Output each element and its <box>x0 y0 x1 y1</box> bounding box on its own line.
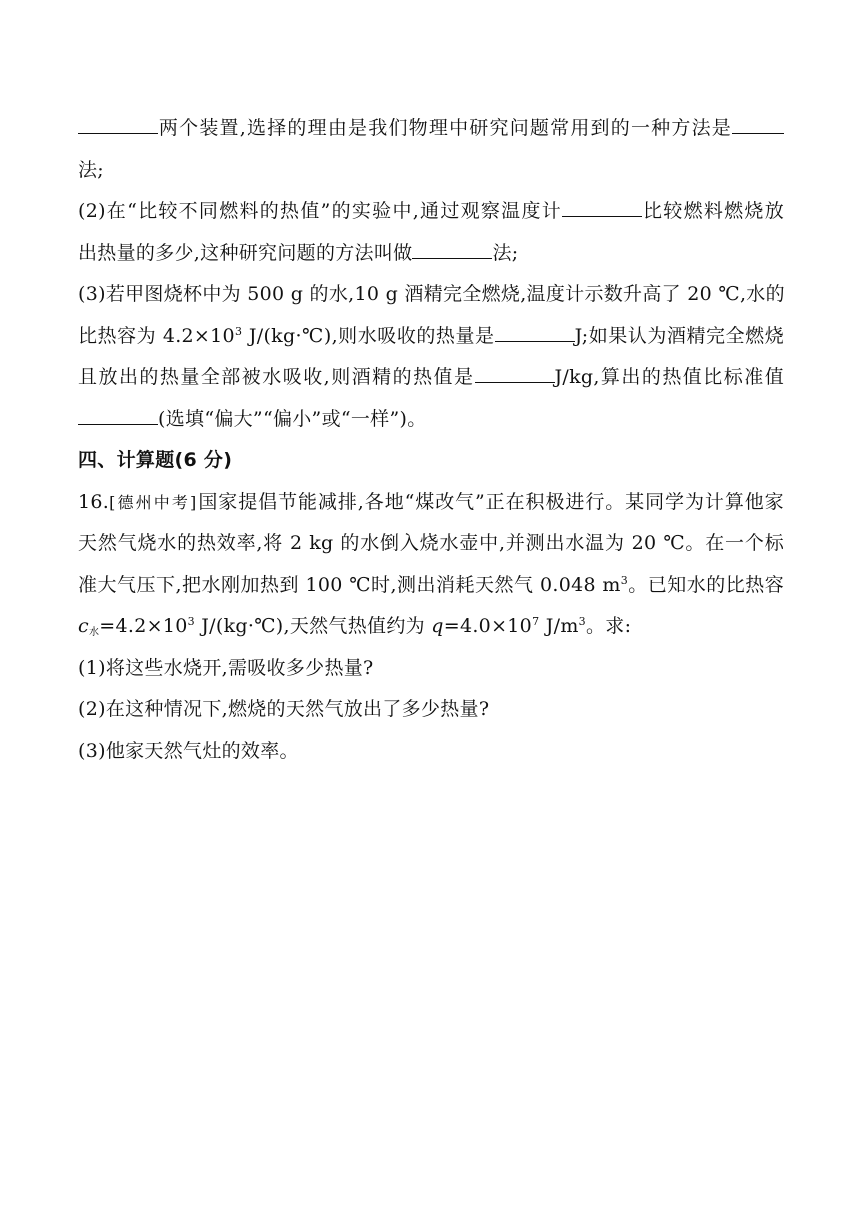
q15-text: J;如果认为酒精完全燃烧 <box>574 324 785 347</box>
worksheet-page <box>78 108 784 772</box>
answer-blank[interactable] <box>475 364 555 383</box>
section-heading: 四、计算题(6 分) <box>78 449 233 471</box>
q15-text: 出热量的多少,这种研究问题的方法叫做 <box>78 241 413 264</box>
q15-text: 法; <box>492 241 519 264</box>
exponent: 3 <box>234 324 243 338</box>
q15-text: 比热容为 4.2×10 <box>78 324 235 347</box>
exponent: 3 <box>620 573 629 587</box>
q15-text: J/(kg·℃),则水吸收的热量是 <box>242 324 495 347</box>
q15-text: 比较燃料燃烧放 <box>642 200 785 222</box>
q15-part3-line-3 <box>78 357 784 399</box>
answer-blank[interactable] <box>412 240 492 259</box>
q16-text: 国家提倡节能减排,各地“煤改气”正在积极进行。某同学为计算他家 <box>197 490 784 513</box>
question-number: 16. <box>78 490 110 513</box>
q16-text: 天然气烧水的热效率,将 2 kg 的水倒入烧水壶中,并测出水温为 20 ℃。在一个标 <box>78 532 784 554</box>
q15-part2-line-2 <box>78 233 784 275</box>
q16-text: =4.2×10 <box>99 615 188 637</box>
q15-text: 法; <box>78 158 105 181</box>
q16-text: =4.0×10 <box>443 615 533 637</box>
q15-part3-line-2 <box>78 316 784 358</box>
q16-line-3 <box>78 565 784 607</box>
q15-text: 两个装置,选择的理由是我们物理中研究问题常用到的一种方法是 <box>158 117 732 139</box>
answer-blank[interactable] <box>78 406 158 425</box>
subscript: 水 <box>88 627 100 638</box>
q15-text: (选填“偏大”“偏小”或“一样”)。 <box>158 407 427 430</box>
q15-text: J/kg,算出的热值比标准值 <box>554 366 784 388</box>
q16-line-1 <box>78 482 784 524</box>
specific-heat-symbol: c <box>78 615 89 637</box>
q15-line-2 <box>78 150 784 192</box>
q15-part3-line-4 <box>78 399 784 441</box>
q16-subquestion-2: (2)在这种情况下,燃烧的天然气放出了多少热量? <box>78 698 490 720</box>
q16-text: J/m <box>539 615 579 637</box>
q15-text: (3)若甲图烧杯中为 500 g 的水,10 g 酒精完全燃烧,温度计示数升高了 20 ℃,水的 <box>78 283 785 305</box>
q15-text: 且放出的热量全部被水吸收,则酒精的热值是 <box>78 366 475 388</box>
q16-subquestion-1: (1)将这些水烧开,需吸收多少热量? <box>78 656 374 679</box>
q15-part2-line-1 <box>78 191 784 233</box>
heat-value-symbol: q <box>431 615 444 637</box>
answer-blank[interactable] <box>562 198 642 217</box>
q16-subquestion-3: (3)他家天然气灶的效率。 <box>78 739 299 762</box>
answer-blank[interactable] <box>495 323 575 342</box>
q16-text: J/(kg·℃),天然气热值约为 <box>194 615 432 637</box>
exponent: 7 <box>532 615 540 628</box>
q16-text: 。求: <box>585 615 632 637</box>
q15-line-1 <box>78 108 784 150</box>
q15-text: (2)在“比较不同燃料的热值”的实验中,通过观察温度计 <box>78 200 563 222</box>
answer-blank[interactable] <box>732 115 784 134</box>
exponent: 3 <box>187 615 195 628</box>
q16-text: 准大气压下,把水刚加热到 100 ℃时,测出消耗天然气 0.048 m <box>78 573 621 596</box>
question-source: [德州中考] <box>109 492 198 512</box>
exponent: 3 <box>578 615 586 628</box>
q16-line-4 <box>78 606 784 648</box>
answer-blank[interactable] <box>78 115 158 134</box>
q16-line-2 <box>78 523 784 565</box>
q16-text: 。已知水的比热容 <box>628 573 785 596</box>
q15-part3-line-1 <box>78 274 784 316</box>
